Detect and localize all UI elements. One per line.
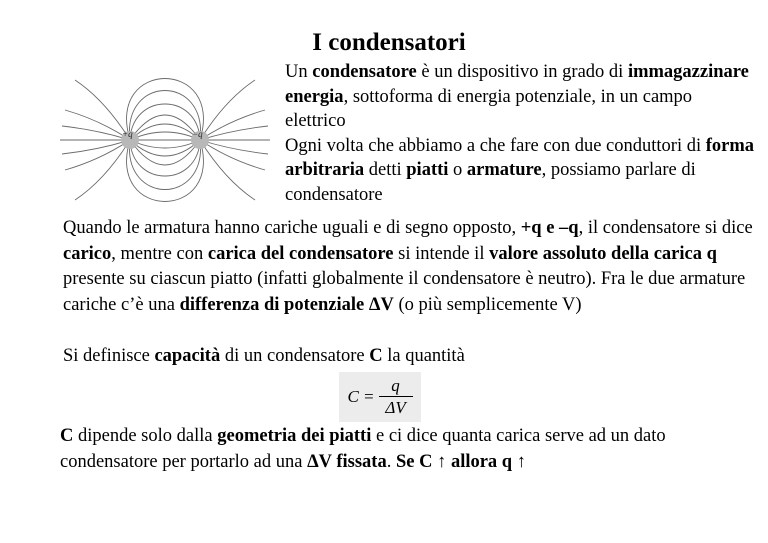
positive-charge-label: +q <box>122 129 133 139</box>
field-line-lower-6 <box>127 140 204 202</box>
field-line-left-out-5 <box>62 126 130 140</box>
electric-field-lines-figure <box>60 70 270 210</box>
formula-denominator: ΔV <box>385 397 406 417</box>
page-title: I condensatori <box>312 29 466 56</box>
formula-fraction <box>379 377 413 418</box>
formula-lhs: C = <box>347 387 375 406</box>
intro-paragraph-1: Un condensatore è un dispositivo in grado di immagazzinare energia, sottoforma di energia potenziale, in un campo elettrico <box>285 62 749 131</box>
field-line-right-out-3 <box>200 80 255 140</box>
field-line-lower-4 <box>130 140 200 176</box>
field-line-right-out-4 <box>200 140 255 200</box>
field-line-right-out-5 <box>200 126 268 140</box>
field-line-left-out-4 <box>75 140 130 200</box>
field-line-right-out-6 <box>200 140 268 154</box>
negative-charge-label: −q <box>192 129 203 139</box>
field-line-left-out-6 <box>62 140 130 154</box>
capacitance-definition: Si definisce capacità di un condensatore C la quantità <box>63 346 465 366</box>
field-line-upper-1 <box>130 132 200 140</box>
intro-text <box>285 60 755 207</box>
conclusion-paragraph: C dipende solo dalla geometria dei piatti e ci dice quanta carica serve ad un dato condensatore per portarlo ad una ΔV fissata. Se C ↑ allora q ↑ <box>60 426 666 472</box>
field-line-lower-1 <box>130 140 200 148</box>
capacitance-formula <box>339 372 421 422</box>
field-line-upper-4 <box>130 104 200 140</box>
charged-capacitor-paragraph: Quando le armatura hanno cariche uguali e di segno opposto, +q e –q, il condensatore si dice carico, mentre con carica del condensatore si intende il valore assoluto della carica q presente su ciascun piatto (infatti globalmente il condensatore è neutro). Fra le due armature cariche c’è una differenza di potenziale ΔV (o più semplicemente V) <box>63 218 753 315</box>
formula-numerator: q <box>391 375 400 395</box>
intro-paragraph-2: Ogni volta che abbiamo a che fare con due conduttori di forma arbitraria detti piatti o armature, possiamo parlare di condensatore <box>285 135 755 205</box>
